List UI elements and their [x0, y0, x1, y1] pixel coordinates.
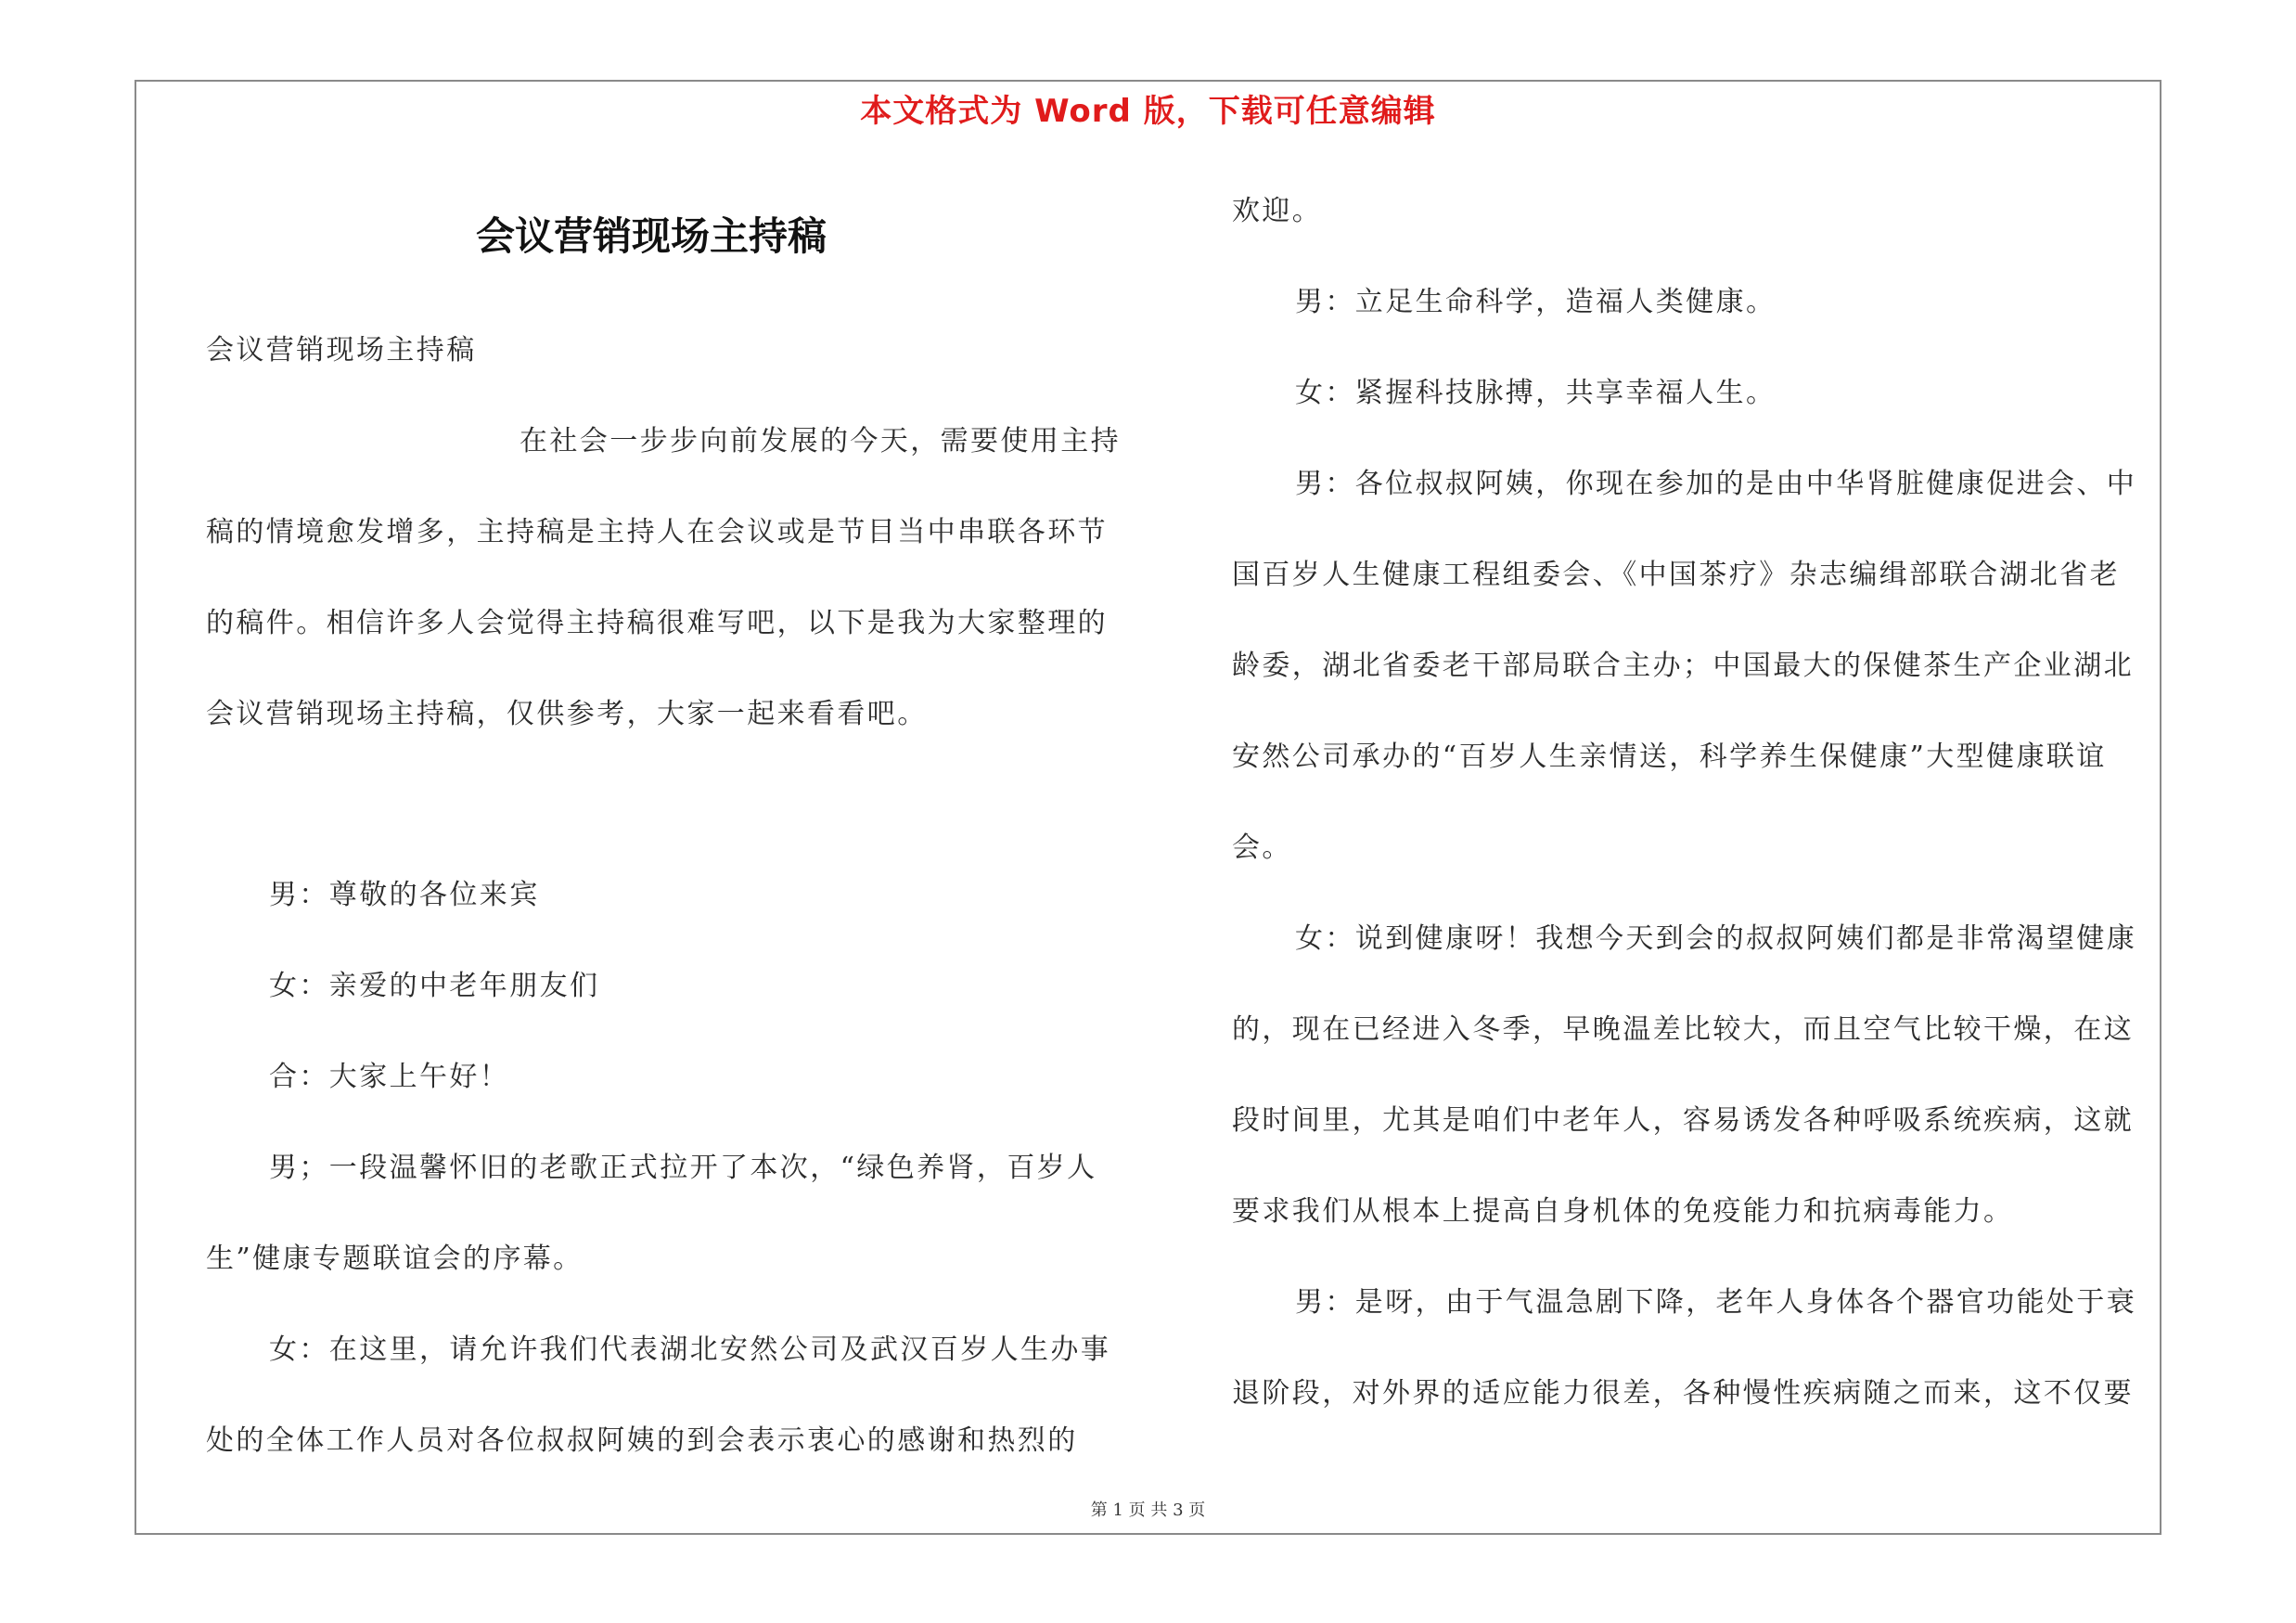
text-line: 退阶段，对外界的适应能力很差，各种慢性疾病随之而来，这不仅要 [1232, 1377, 2134, 1410]
text-line: 会。 [1232, 831, 1292, 864]
text-line: 男：是呀，由于气温急剧下降，老年人身体各个器官功能处于衰 [1295, 1286, 2137, 1319]
format-banner: 本文格式为 Word 版，下载可任意编辑 [860, 93, 1436, 130]
text-line: 女：在这里，请允许我们代表湖北安然公司及武汉百岁人生办事 [269, 1333, 1111, 1366]
text-line: 要求我们从根本上提高自身机体的免疫能力和抗病毒能力。 [1232, 1195, 2014, 1228]
text-line: 会议营销现场主持稿，仅供参考，大家一起来看看吧。 [206, 698, 928, 730]
text-line: 段时间里，尤其是咱们中老年人，容易诱发各种呼吸系统疾病，这就 [1232, 1104, 2134, 1137]
text-line: 国百岁人生健康工程组委会、《中国茶疗》杂志编缉部联合湖北省老 [1232, 559, 2120, 591]
text-line: 欢迎。 [1232, 195, 1323, 227]
text-line: 女：说到健康呀！我想今天到会的叔叔阿姨们都是非常渴望健康 [1295, 922, 2137, 955]
text-line: 合：大家上午好！ [269, 1061, 510, 1093]
text-line: 男：立足生命科学，造福人类健康。 [1295, 286, 1777, 318]
text-line: 男：各位叔叔阿姨，你现在参加的是由中华肾脏健康促进会、中 [1295, 468, 2137, 500]
page-number-footer: 第 1 页 共 3 页 [1090, 1501, 1206, 1520]
text-line: 在社会一步步向前发展的今天，需要使用主持 [519, 425, 1121, 457]
text-line: 男；一段温馨怀旧的老歌正式拉开了本次，“绿色养肾，百岁人 [269, 1152, 1097, 1184]
text-line: 的，现在已经进入冬季，早晚温差比较大，而且空气比较干燥，在这 [1232, 1013, 2134, 1046]
text-line: 女：亲爱的中老年朋友们 [269, 970, 600, 1002]
text-line: 的稿件。相信许多人会觉得主持稿很难写吧，以下是我为大家整理的 [206, 607, 1108, 639]
document-title: 会议营销现场主持稿 [475, 213, 827, 259]
text-line: 会议营销现场主持稿 [206, 334, 477, 367]
text-line: 男：尊敬的各位来宾 [269, 879, 540, 911]
text-line: 安然公司承办的“百岁人生亲情送，科学养生保健康”大型健康联谊 [1232, 741, 2107, 773]
text-line: 处的全体工作人员对各位叔叔阿姨的到会表示衷心的感谢和热烈的 [206, 1424, 1078, 1457]
text-line: 龄委，湖北省委老干部局联合主办；中国最大的保健茶生产企业湖北 [1232, 650, 2134, 682]
text-line: 稿的情境愈发增多，主持稿是主持人在会议或是节目当中串联各环节 [206, 516, 1108, 548]
text-line: 女：紧握科技脉搏，共享幸福人生。 [1295, 377, 1777, 409]
text-line: 生”健康专题联谊会的序幕。 [206, 1243, 584, 1275]
